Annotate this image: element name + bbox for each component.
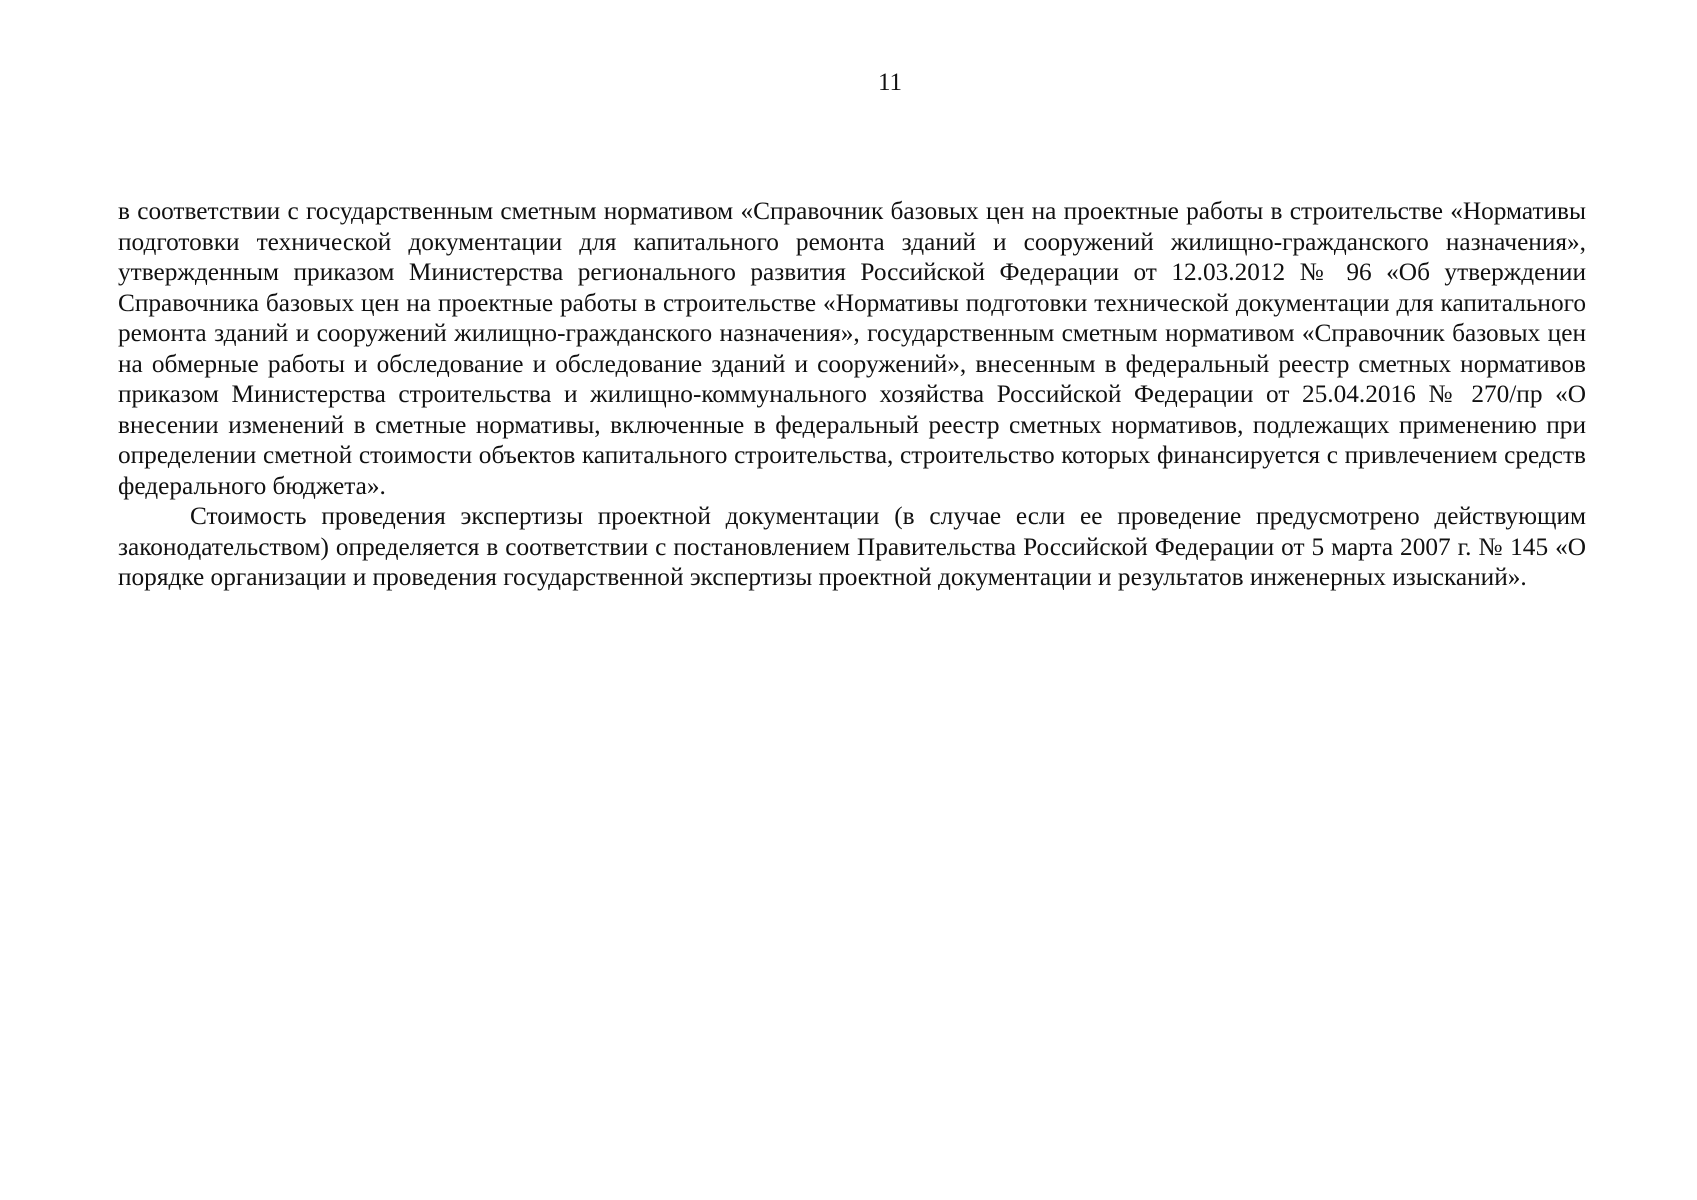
paragraph-continuation: в соответствии с государственным сметным нормативом «Справочник базовых цен на проектные работы в строительстве «Нормативы подготовки технической документации для капитального ремонта зданий и сооружений жилищно-гражданского назначения», утвержденным приказом Министерства регионального развития Российской Федерации от 12.03.2012 № 96 «Об утверждении Справочника базовых цен на проектные работы в строительстве «Нормативы подготовки технической документации для капитального ремонта зданий и сооружений жилищно-гражданского назначения», государственным сметным нормативом «Справочник базовых цен на обмерные работы и обследование и обследование зданий и сооружений», внесенным в федеральный реестр сметных нормативов приказом Министерства строительства и жилищно-коммунального хозяйства Российской Федерации от 25.04.2016 № 270/пр «О внесении изменений в сметные нормативы, включенные в федеральный реестр сметных нормативов, подлежащих применению при определении сметной стоимости объектов капитального строительства, строительство которых финансируется с привлечением средств федерального бюджета».	[118, 197, 1586, 500]
document-body	[118, 196, 1586, 593]
page-number: 11	[877, 69, 903, 96]
paragraph-expertise-cost: Стоимость проведения экспертизы проектной документации (в случае если ее проведение предусмотрено действующим законодательством) определяется в соответствии с постановлением Правительства Российской Федерации от 5 марта 2007 г. № 145 «О порядке организации и проведения государственной экспертизы проектной документации и результатов инженерных изысканий».	[118, 502, 1586, 591]
